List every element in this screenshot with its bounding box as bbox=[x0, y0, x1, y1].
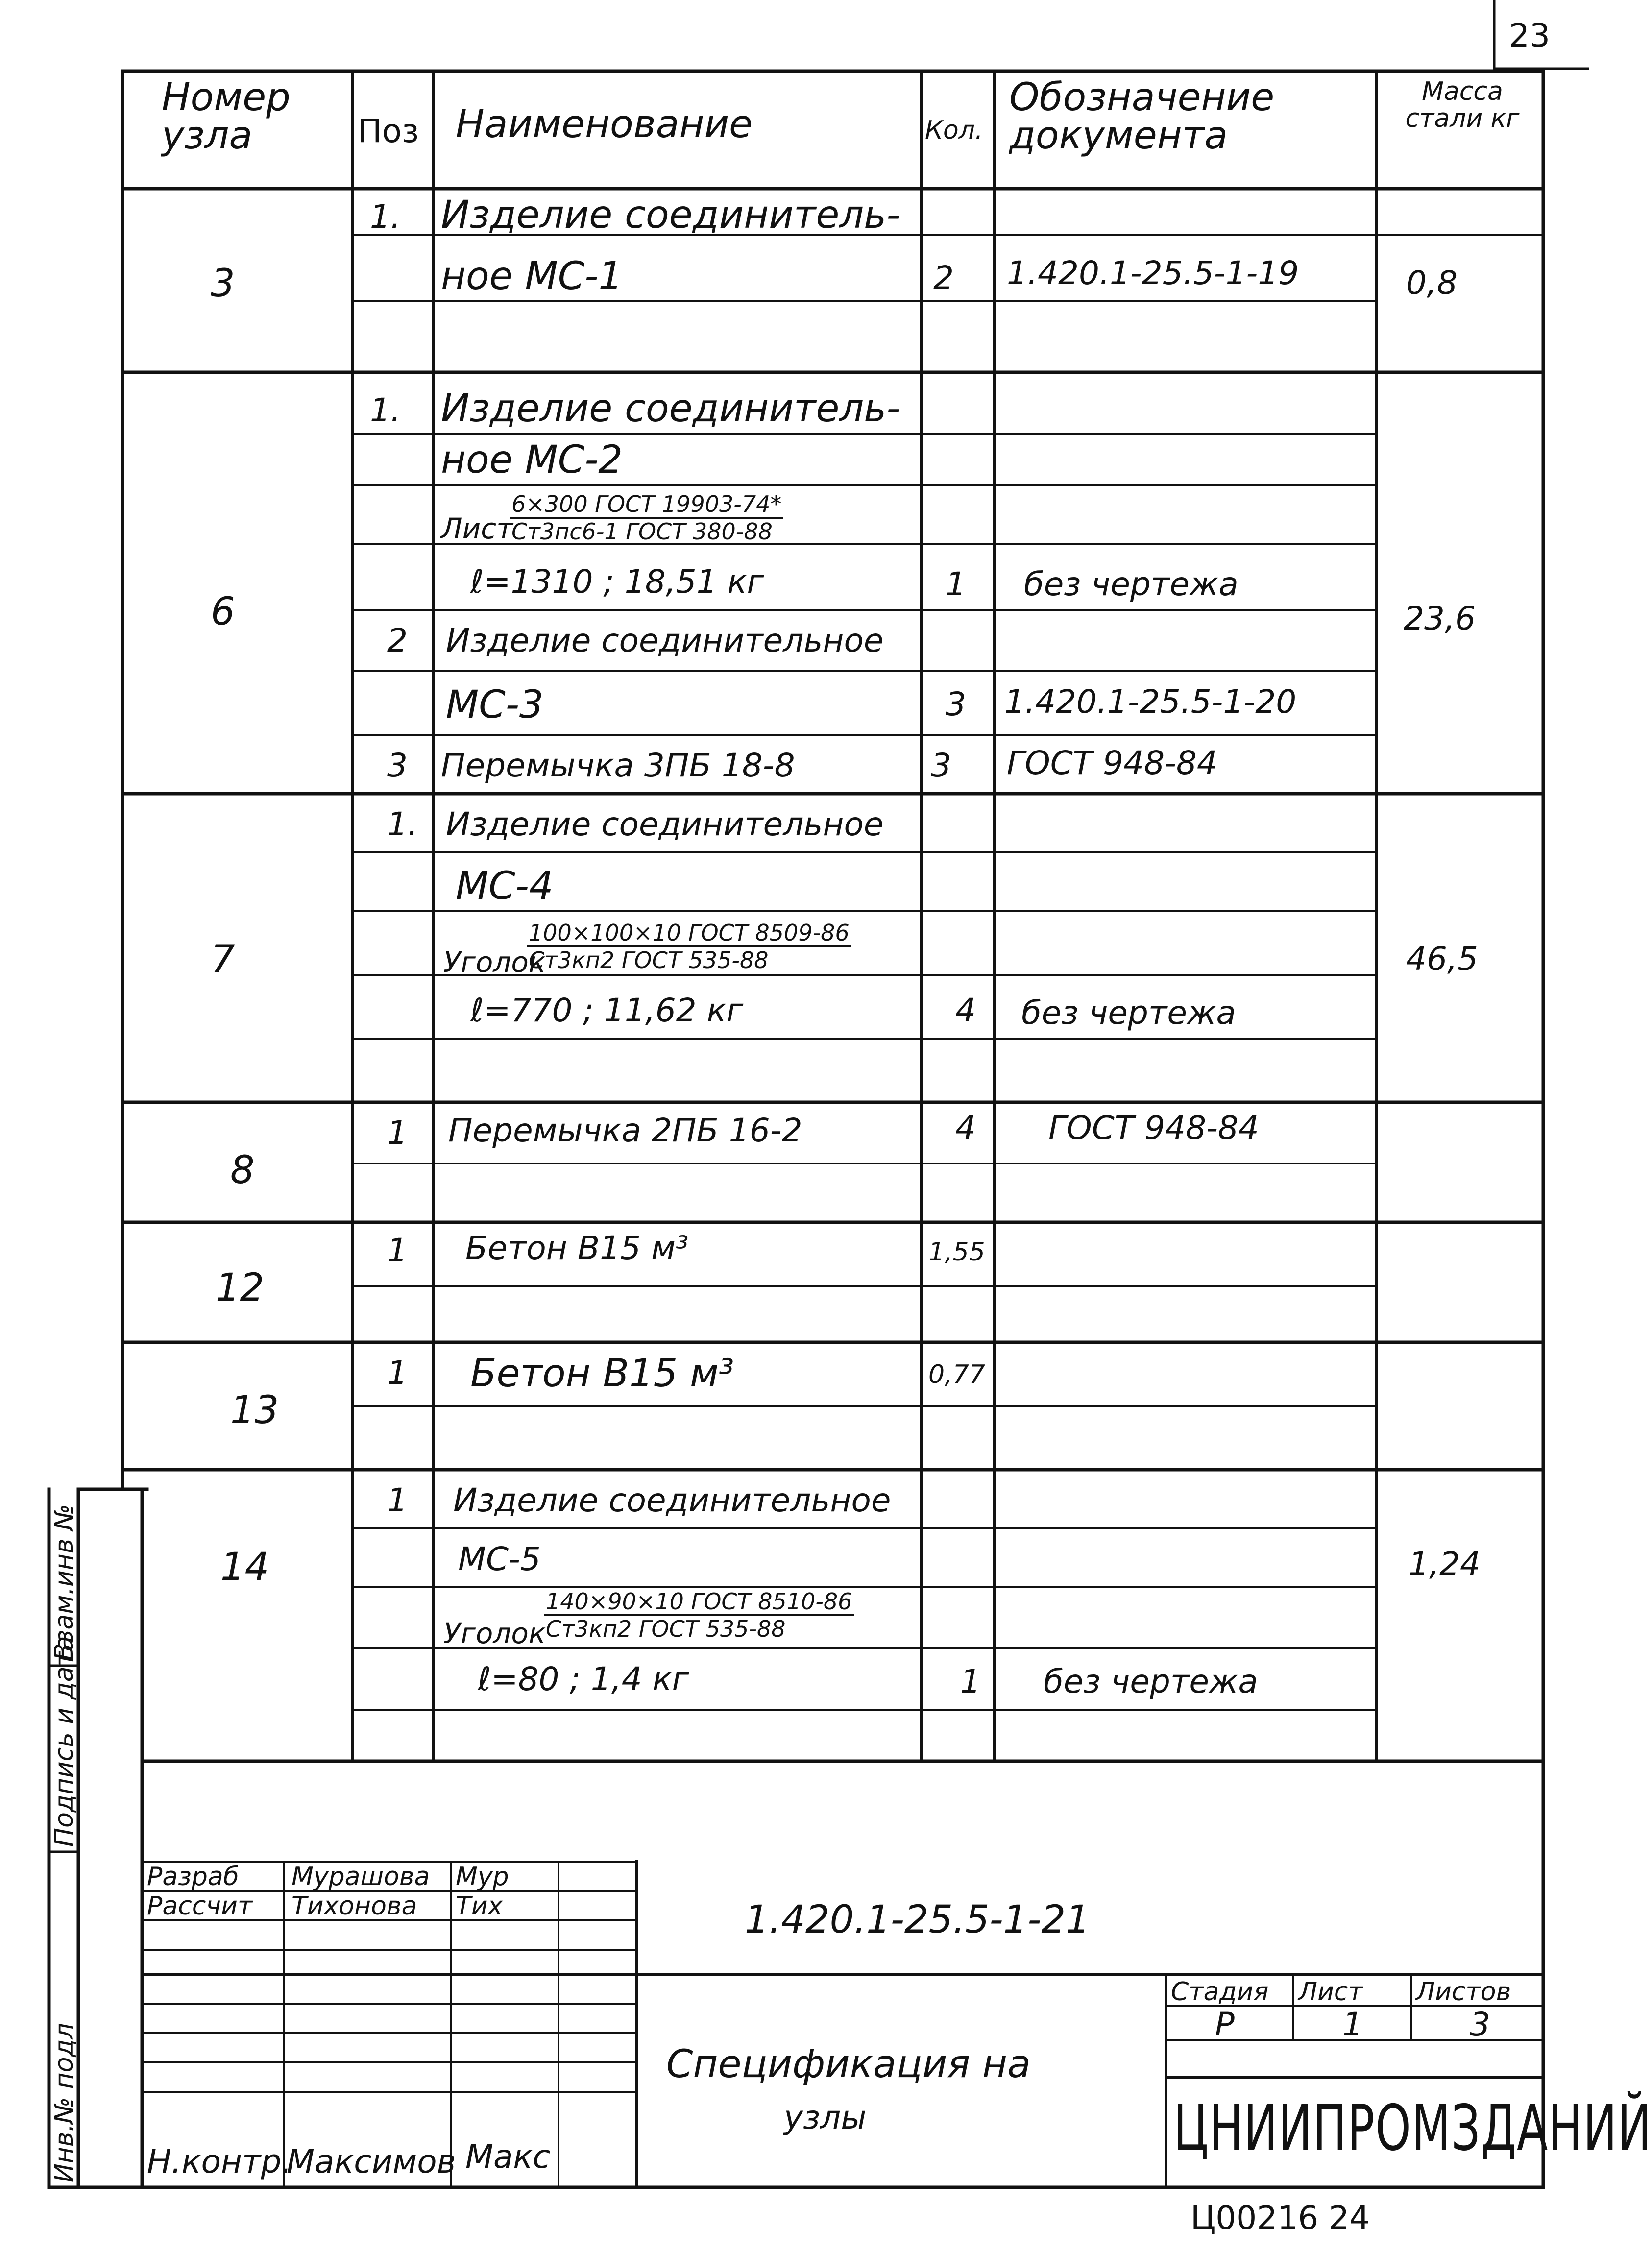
node-14-angle-spec bbox=[544, 1590, 854, 1641]
title-row-2-signature: Тих bbox=[456, 1891, 503, 1921]
node-6-qty-3: 3 bbox=[931, 747, 951, 784]
node-14-mass: 1,24 bbox=[1409, 1545, 1481, 1583]
node-6-doc-3: ГОСТ 948-84 bbox=[1007, 744, 1217, 782]
node-14-name-1b: МС-5 bbox=[458, 1540, 541, 1578]
node-3-mass: 0,8 bbox=[1406, 264, 1458, 302]
node-12-number: 12 bbox=[216, 1266, 265, 1310]
node-14-length-1: ℓ=80 ; 1,4 кг bbox=[478, 1660, 689, 1698]
title-row-7-role: Н.контр. bbox=[147, 2143, 292, 2180]
node-3-doc-1: 1.420.1-25.5-1-19 bbox=[1007, 254, 1299, 292]
node-14-number: 14 bbox=[220, 1545, 269, 1589]
sheet-value: 1 bbox=[1342, 2006, 1363, 2043]
side-label-signature-date: Подпись и дата bbox=[49, 1636, 79, 1847]
node-6-sheet-denominator: Ст3пс6-1 ГОСТ 380-88 bbox=[511, 518, 773, 545]
stage-label: Стадия bbox=[1171, 1977, 1269, 2007]
stage-value: Р bbox=[1215, 2006, 1235, 2043]
archive-code: Ц00216 24 bbox=[1190, 2199, 1370, 2237]
node-6-pos-2: 2 bbox=[387, 622, 408, 659]
page-number: 23 bbox=[1509, 17, 1550, 54]
node-6-doc-1: без чертежа bbox=[1024, 565, 1239, 603]
node-6-pos-1: 1. bbox=[370, 391, 401, 429]
sheets-value: 3 bbox=[1470, 2006, 1490, 2043]
node-7-angle-spec bbox=[527, 921, 851, 972]
header-name: Наименование bbox=[456, 102, 753, 146]
group-separators bbox=[122, 372, 1543, 1761]
node-7-name-1a: Изделие соединительное bbox=[446, 805, 884, 843]
node-3-qty-1: 2 bbox=[933, 259, 954, 297]
node-12-qty-1: 1,55 bbox=[928, 1237, 985, 1267]
node-8-doc-1: ГОСТ 948-84 bbox=[1048, 1109, 1259, 1147]
title-row-1-role: Разраб bbox=[147, 1862, 239, 1891]
node-8-name-1: Перемычка 2ПБ 16-2 bbox=[448, 1112, 802, 1149]
node-14-pos-1: 1 bbox=[387, 1481, 408, 1519]
node-14-angle-numerator: 140×90×10 ГОСТ 8510-86 bbox=[544, 1590, 854, 1616]
header-document: Обозначение документа bbox=[1009, 75, 1275, 158]
node-14-angle-denominator: Ст3кп2 ГОСТ 535-88 bbox=[546, 1616, 786, 1643]
title-row-2-name: Тихонова bbox=[292, 1891, 417, 1921]
node-3-number: 3 bbox=[211, 262, 235, 306]
node-6-number: 6 bbox=[211, 590, 235, 634]
node-8-number: 8 bbox=[230, 1148, 255, 1192]
document-designation: 1.420.1-25.5-1-21 bbox=[745, 1898, 1090, 1942]
node-7-angle-denominator: Ст3кп2 ГОСТ 535-88 bbox=[529, 947, 769, 974]
node-3-name-1b: ное МС-1 bbox=[441, 254, 623, 298]
node-13-qty-1: 0,77 bbox=[928, 1360, 985, 1389]
header-node-number: Номер узла bbox=[162, 75, 291, 158]
sheet-label: Лист bbox=[1298, 1977, 1363, 2007]
sheets-label: Листов bbox=[1416, 1977, 1511, 2007]
header-position: Поз bbox=[358, 112, 419, 150]
node-6-length-1: ℓ=1310 ; 18,51 кг bbox=[470, 563, 764, 601]
node-12-pos-1: 1 bbox=[387, 1232, 408, 1269]
node-14-name-1a: Изделие соединительное bbox=[453, 1481, 891, 1519]
node-6-name-2a: Изделие соединительное bbox=[446, 622, 884, 659]
title-row-7-signature: Макс bbox=[465, 2138, 551, 2176]
node-6-sheet-numerator: 6×300 ГОСТ 19903-74* bbox=[510, 492, 783, 519]
node-6-sheet-spec bbox=[510, 492, 783, 544]
side-label-replaced-inventory: Взам.инв № bbox=[49, 1504, 79, 1661]
node-6-pos-3: 3 bbox=[387, 747, 408, 784]
node-6-name-3: Перемычка 3ПБ 18-8 bbox=[441, 747, 795, 784]
title-row-1-name: Мурашова bbox=[292, 1862, 430, 1891]
node-6-sheet-label: Лист bbox=[441, 512, 513, 545]
organization-stamp: ЦНИИПРОМЗДАНИЙ bbox=[1173, 2092, 1652, 2165]
node-13-pos-1: 1 bbox=[387, 1354, 408, 1392]
node-14-angle-label: Уголок bbox=[443, 1617, 546, 1650]
node-6-name-1a: Изделие соединитель- bbox=[441, 387, 900, 431]
node-6-qty-2: 3 bbox=[946, 685, 966, 723]
node-8-qty-1: 4 bbox=[955, 1109, 976, 1147]
side-label-original-inventory: Инв.№ подл bbox=[49, 2023, 79, 2182]
node-3-pos-1: 1. bbox=[370, 198, 401, 236]
node-6-mass: 23,6 bbox=[1404, 600, 1476, 637]
node-3-name-1a: Изделие соединитель- bbox=[441, 193, 900, 237]
title-row-2-role: Рассчит bbox=[147, 1891, 253, 1921]
document-title-line-2: узлы bbox=[784, 2099, 867, 2136]
document-title-line-1: Спецификация на bbox=[666, 2042, 1031, 2086]
node-7-angle-numerator: 100×100×10 ГОСТ 8509-86 bbox=[527, 921, 851, 947]
node-7-length-1: ℓ=770 ; 11,62 кг bbox=[470, 992, 744, 1029]
node-6-qty-1: 1 bbox=[946, 565, 966, 603]
title-row-7-name: Максимов bbox=[287, 2143, 456, 2180]
node-14-qty-1: 1 bbox=[960, 1663, 981, 1700]
node-7-doc-1: без чертежа bbox=[1021, 994, 1236, 1032]
node-7-pos-1: 1. bbox=[387, 805, 418, 843]
node-7-angle-label: Уголок bbox=[443, 945, 546, 979]
node-13-name-1: Бетон В15 м³ bbox=[470, 1352, 734, 1396]
node-7-number: 7 bbox=[211, 938, 235, 982]
node-14-doc-1: без чертежа bbox=[1044, 1663, 1258, 1700]
title-row-1-signature: Мур bbox=[456, 1862, 509, 1891]
node-6-name-1b: ное МС-2 bbox=[441, 438, 623, 482]
node-6-doc-2: 1.420.1-25.5-1-20 bbox=[1004, 683, 1297, 721]
node-7-name-1b: МС-4 bbox=[456, 864, 554, 908]
header-mass: Масса стали кг bbox=[1405, 77, 1520, 133]
node-7-mass: 46,5 bbox=[1406, 940, 1478, 978]
node-8-pos-1: 1 bbox=[387, 1114, 408, 1152]
node-6-name-2b: МС-3 bbox=[446, 683, 544, 727]
node-12-name-1: Бетон В15 м³ bbox=[465, 1229, 689, 1267]
node-7-qty-1: 4 bbox=[955, 992, 976, 1029]
header-quantity: Кол. bbox=[925, 116, 983, 145]
node-13-number: 13 bbox=[230, 1388, 279, 1432]
